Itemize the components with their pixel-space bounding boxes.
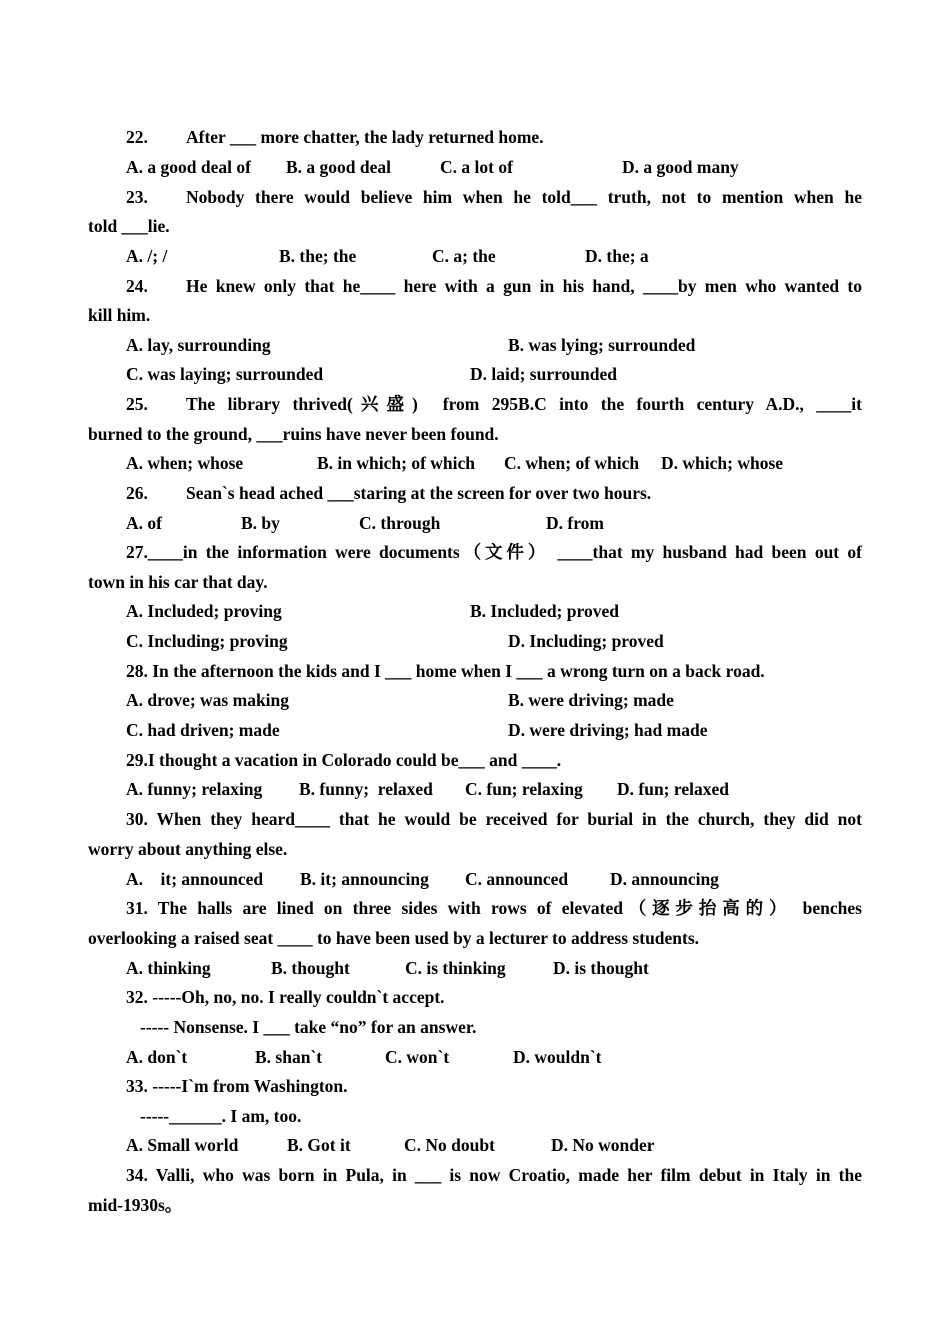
q31-option-a: A. thinking: [126, 958, 211, 978]
q28-option-b: B. were driving; made: [508, 690, 674, 710]
q33-option-d: D. No wonder: [551, 1135, 655, 1155]
question-text: The library thrived(兴盛) from 295B.C into the fourth century A.D., ____it: [186, 394, 862, 414]
q25-option-b: B. in which; of which: [317, 453, 476, 473]
q29-option-b: B. funny; relaxed: [299, 779, 433, 799]
question-22-stem: [126, 126, 544, 148]
question-30-stem: 30. When they heard____ that he would be received for burial in the church, they did not: [126, 809, 862, 829]
q24-option-d: D. laid; surrounded: [470, 364, 618, 384]
q27-option-a: A. Included; proving: [126, 601, 282, 621]
question-number: 23.: [126, 187, 148, 207]
question-27-stem-cont: town in his car that day.: [88, 572, 268, 592]
question-27-stem: 27.____in the information were documents（文件） ____that my husband had been out of: [126, 542, 862, 562]
q32-option-c: C. won`t: [385, 1047, 450, 1067]
q29-option-c: C. fun; relaxing: [465, 779, 583, 799]
question-33-line-1: 33. -----I`m from Washington.: [126, 1076, 348, 1096]
q24-option-a: A. lay, surrounding: [126, 335, 271, 355]
question-text: After ___ more chatter, the lady returned home.: [186, 127, 544, 147]
q23-option-d: D. the; a: [585, 246, 649, 266]
question-23-stem-cont: told ___lie.: [88, 216, 170, 236]
q22-option-c: C. a lot of: [440, 157, 513, 177]
q22-option-b: B. a good deal: [286, 157, 392, 177]
question-24-stem-cont: kill him.: [88, 305, 151, 325]
q23-option-a: A. /; /: [126, 246, 168, 266]
q29-option-a: A. funny; relaxing: [126, 779, 263, 799]
question-28-stem: 28. In the afternoon the kids and I ___ home when I ___ a wrong turn on a back road.: [126, 661, 765, 681]
question-34-stem-cont: mid-1930s。: [88, 1195, 183, 1215]
q22-option-a: A. a good deal of: [126, 157, 251, 177]
q32-option-a: A. don`t: [126, 1047, 188, 1067]
q27-option-b: B. Included; proved: [470, 601, 619, 621]
q24-option-c: C. was laying; surrounded: [126, 364, 324, 384]
q31-option-d: D. is thought: [553, 958, 649, 978]
q27-option-c: C. Including; proving: [126, 631, 288, 651]
q32-option-b: B. shan`t: [255, 1047, 323, 1067]
q27-option-d: D. Including; proved: [508, 631, 664, 651]
q30-option-a: A. it; announced: [126, 869, 264, 889]
question-33-line-2: -----______. I am, too.: [140, 1106, 302, 1126]
q26-option-c: C. through: [359, 513, 441, 533]
q26-option-a: A. of: [126, 513, 162, 533]
q33-option-a: A. Small world: [126, 1135, 239, 1155]
q31-option-b: B. thought: [271, 958, 350, 978]
q24-option-b: B. was lying; surrounded: [508, 335, 696, 355]
q30-option-b: B. it; announcing: [300, 869, 429, 889]
q30-option-c: C. announced: [465, 869, 569, 889]
q28-option-c: C. had driven; made: [126, 720, 280, 740]
question-text: Sean`s head ached ___staring at the screen for over two hours.: [186, 483, 652, 503]
q32-option-d: D. wouldn`t: [513, 1047, 602, 1067]
question-number: 24.: [126, 276, 148, 296]
q25-option-a: A. when; whose: [126, 453, 244, 473]
question-31-stem-cont: overlooking a raised seat ____ to have been used by a lecturer to address students.: [88, 928, 700, 948]
q31-option-c: C. is thinking: [405, 958, 506, 978]
question-32-line-2: ----- Nonsense. I ___ take “no” for an answer.: [140, 1017, 477, 1037]
question-text: Nobody there would believe him when he told___ truth, not to mention when he: [186, 187, 862, 207]
question-34-stem: 34. Valli, who was born in Pula, in ___ is now Croatio, made her film debut in Italy in the: [126, 1165, 862, 1185]
question-31-stem: 31. The halls are lined on three sides with rows of elevated（逐步抬高的） benches: [126, 898, 862, 918]
q33-option-b: B. Got it: [287, 1135, 351, 1155]
question-26-stem: [126, 482, 651, 504]
question-number: 25.: [126, 394, 148, 414]
q30-option-d: D. announcing: [610, 869, 719, 889]
q29-option-d: D. fun; relaxed: [617, 779, 729, 799]
question-29-stem: 29.I thought a vacation in Colorado could be___ and ____.: [126, 750, 562, 770]
q25-option-d: D. which; whose: [661, 453, 784, 473]
question-32-line-1: 32. -----Oh, no, no. I really couldn`t accept.: [126, 987, 445, 1007]
question-number: 26.: [126, 483, 148, 503]
question-23-stem: [126, 186, 862, 208]
question-30-stem-cont: worry about anything else.: [88, 839, 288, 859]
question-25-stem: [126, 393, 862, 415]
q28-option-d: D. were driving; had made: [508, 720, 708, 740]
q26-option-b: B. by: [241, 513, 280, 533]
question-number: 22.: [126, 127, 148, 147]
q23-option-b: B. the; the: [279, 246, 357, 266]
q26-option-d: D. from: [546, 513, 604, 533]
question-25-stem-cont: burned to the ground, ___ruins have never been found.: [88, 424, 499, 444]
q22-option-d: D. a good many: [622, 157, 739, 177]
q33-option-c: C. No doubt: [404, 1135, 495, 1155]
question-text: He knew only that he____ here with a gun in his hand, ____by men who wanted to: [186, 276, 862, 296]
q25-option-c: C. when; of which: [504, 453, 640, 473]
question-24-stem: [126, 275, 862, 297]
q23-option-c: C. a; the: [432, 246, 496, 266]
q28-option-a: A. drove; was making: [126, 690, 290, 710]
